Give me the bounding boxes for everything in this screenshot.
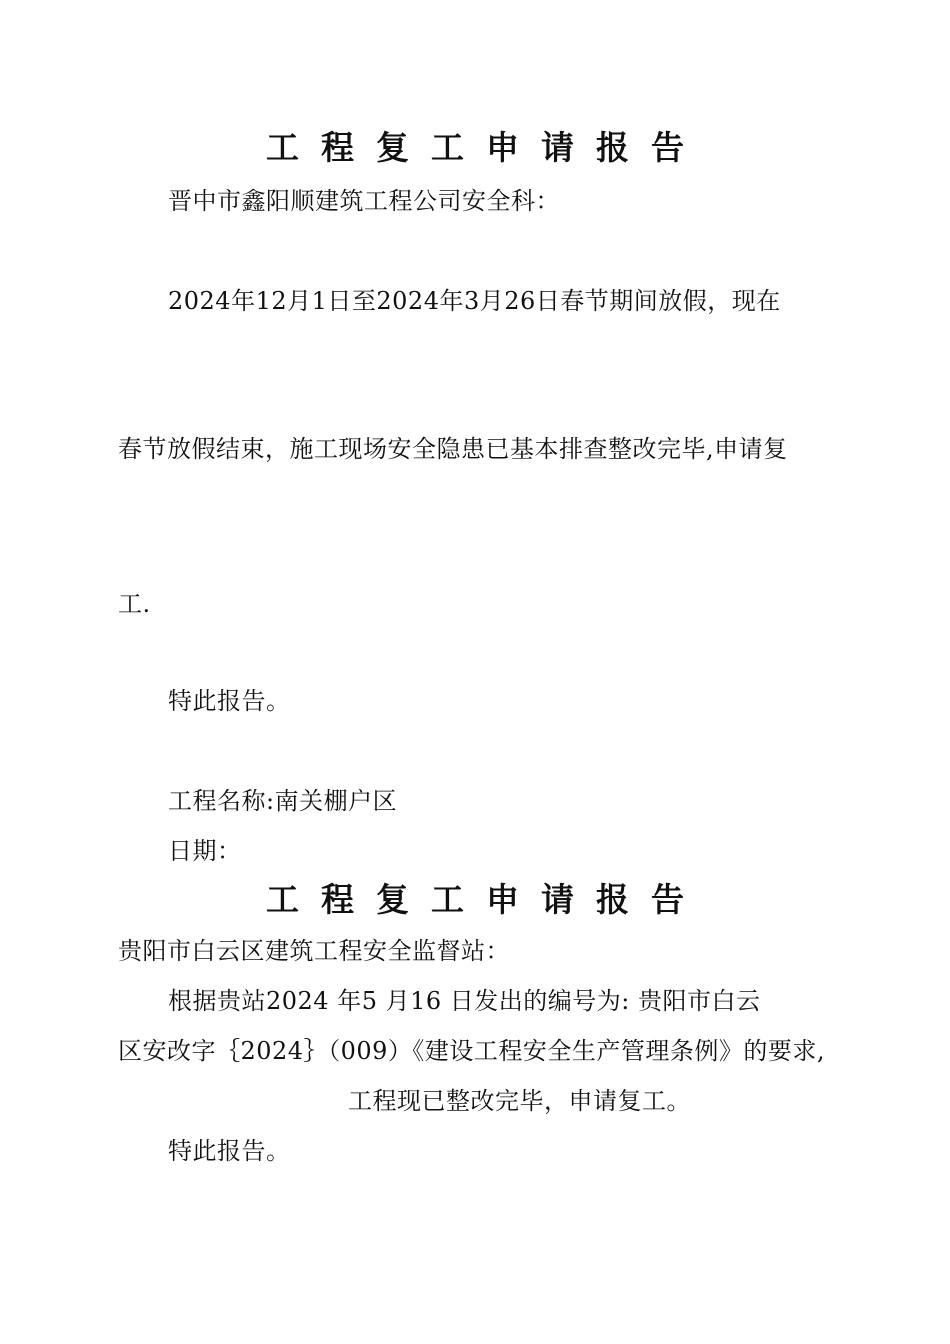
- report-2-body-line-3: 工程现已整改完毕，申请复工。: [348, 1087, 691, 1115]
- report-2-title: 工程复工申请报告: [266, 880, 706, 919]
- report-1-body-line-3: 工.: [118, 590, 151, 618]
- report-1-body-line-2: 春节放假结束，施工现场安全隐患已基本排查整改完毕,申请复: [118, 435, 788, 463]
- report-1-body-line-1: 2024年12月1日至2024年3月26日春节期间放假，现在: [168, 287, 781, 315]
- report-2-body-line-2: 区安改字｛2024｝（009）《建设工程安全生产管理条例》的要求,: [118, 1037, 826, 1065]
- report-1-date-label: 日期：: [168, 837, 242, 865]
- report-1-recipient: 晋中市鑫阳顺建筑工程公司安全科：: [168, 187, 560, 215]
- report-2-body-line-1: 根据贵站2024 年5 月16 日发出的编号为: 贵阳市白云: [168, 987, 761, 1015]
- report-2-recipient: 贵阳市白云区建筑工程安全监督站：: [118, 937, 510, 965]
- report-1-title: 工程复工申请报告: [266, 128, 706, 167]
- report-1-project-name: 工程名称:南关棚户区: [168, 787, 398, 815]
- report-1-closing: 特此报告。: [168, 687, 291, 715]
- report-2-closing: 特此报告。: [168, 1137, 291, 1165]
